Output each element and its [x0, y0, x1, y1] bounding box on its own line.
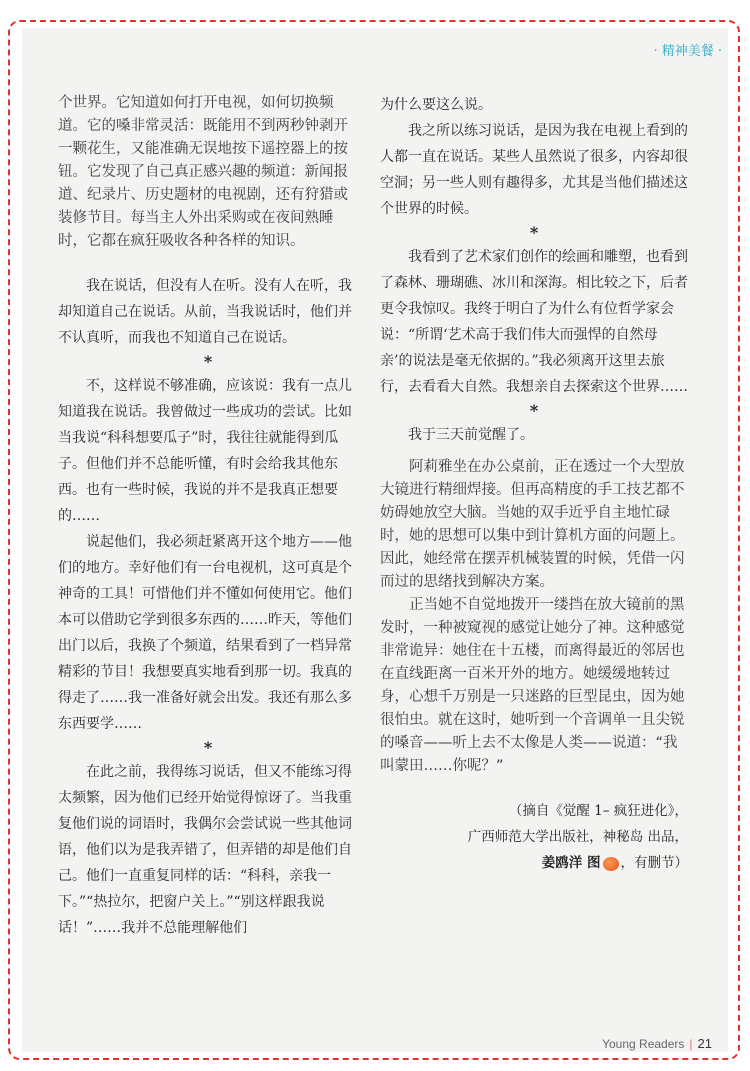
right-paragraph-3: 我看到了艺术家们创作的绘画和雕塑，也看到了森林、珊瑚礁、冰川和深海。相比较之下，后者更令我惊叹。我终于明白了为什么有位哲学家会说：“所谓‘艺术高于我们伟大而强悍的自然母亲’的说法是毫无依据的。”我必须离开这里去旅行，去看看大自然。我想亲自去探索这个世界……: [380, 249, 688, 395]
left-paragraph-4: 说起他们，我必须赶紧离开这个地方——他们的地方。幸好他们有一台电视机，这可真是个神奇的工具！可惜他们并不懂如何使用它。他们本可以借助它学到很多东西的……昨天，等他们出门以后，我换了个频道，结果看到了一档异常精彩的节目！我想要真实地看到那一切。我真的得走了……我一准备好就会出发。我还有那么多东西要学……: [58, 534, 352, 732]
right-paragraph-5: 阿莉雅坐在办公桌前，正在透过一个大型放大镜进行精细焊接。但再高精度的手工技艺都不妨碍她放空大脑。当她的双手近乎自主地忙碌时，她的思想可以集中到计算机方面的问题上。因此，她经常在摆弄机械装置的时候，凭借一闪而过的思绪找到解决方案。: [380, 459, 685, 590]
source-line-2: 广西师范大学出版社，神秘岛 出品，: [467, 829, 688, 845]
left-paragraph-1: 个世界。它知道如何打开电视，如何切换频道。它的嗓非常灵活：既能用不到两秒钟剥开一颗花生，又能准确无误地按下遥控器上的按钮。它发现了自己真正感兴趣的频道：新闻报道、纪录片、历史题材的电视剧，还有狩猎或装修节目。每当主人外出采购或在夜间熟睡时，它都在疯狂吸收各种各样的知识。: [58, 95, 348, 249]
left-paragraph-2: 我在说话，但没有人在听。没有人在听，我却知道自己在说话。从前，当我说话时，他们并不认真听，而我也不知道自己在说话。: [58, 278, 352, 346]
tomato-icon: [603, 857, 619, 871]
source-line-3: [380, 850, 688, 876]
magazine-name: Young Readers: [602, 1037, 685, 1051]
right-paragraph-1: 为什么要这么说。: [380, 97, 492, 113]
page-number: 21: [697, 1036, 712, 1051]
source-line-1: （摘自《觉醒 1– 疯狂进化》，: [508, 803, 688, 819]
section-divider-star: *: [203, 738, 213, 757]
section-divider-star: *: [529, 223, 539, 242]
right-paragraph-4: 我于三天前觉醒了。: [408, 427, 534, 443]
page-footer: [602, 1036, 712, 1051]
left-paragraph-5: 在此之前，我得练习说话，但又不能练习得太频繁，因为他们已经开始觉得惊讶了。当我重复他们说的词语时，我偶尔会尝试说一些其他词语，他们以为是我弄错了，但弄错的却是他们自己。他们一直重复同样的话：“科科，亲我一下。”“热拉尔，把窗户关上。”“别这样跟我说话！”……我并不总能理解他们: [58, 764, 352, 936]
right-column: [380, 92, 688, 876]
source-line-3-suffix: ，有删节）: [620, 855, 688, 871]
section-tag: · 精神美餐 ·: [653, 44, 722, 59]
left-paragraph-3: 不，这样说不够准确，应该说：我有一点儿知道我在说话。我曾做过一些成功的尝试。比如当我说“科科想要瓜子”时，我往往就能得到瓜子。但他们并不总能听懂，有时会给我其他东西。也有一些时候，我说的并不是我真正想要的……: [58, 378, 352, 524]
right-paragraph-6: 正当她不自觉地拨开一缕挡在放大镜前的黑发时，一种被窥视的感觉让她分了神。这种感觉非常诡异：她住在十五楼，而离得最近的邻居也在直线距离一百米开外的地方。她缓缓地转过身，心想千万别是一只迷路的巨型昆虫，因为她很怕虫。就在这时，她听到一个音调单一且尖锐的嗓音——听上去不太像是人类——说道：“我叫蒙田……你呢？”: [380, 597, 685, 774]
section-divider-star: *: [529, 401, 539, 420]
source-credit: [380, 798, 688, 876]
right-paragraph-2: 我之所以练习说话，是因为我在电视上看到的人都一直在说话。某些人虽然说了很多，内容却很空洞；另一些人则有趣得多，尤其是当他们描述这个世界的时候。: [380, 123, 688, 217]
left-column: [58, 92, 358, 941]
section-divider-star: *: [203, 352, 213, 371]
footer-divider: |: [689, 1037, 693, 1051]
illustrator-credit: 姜鸥洋 图: [541, 855, 601, 871]
